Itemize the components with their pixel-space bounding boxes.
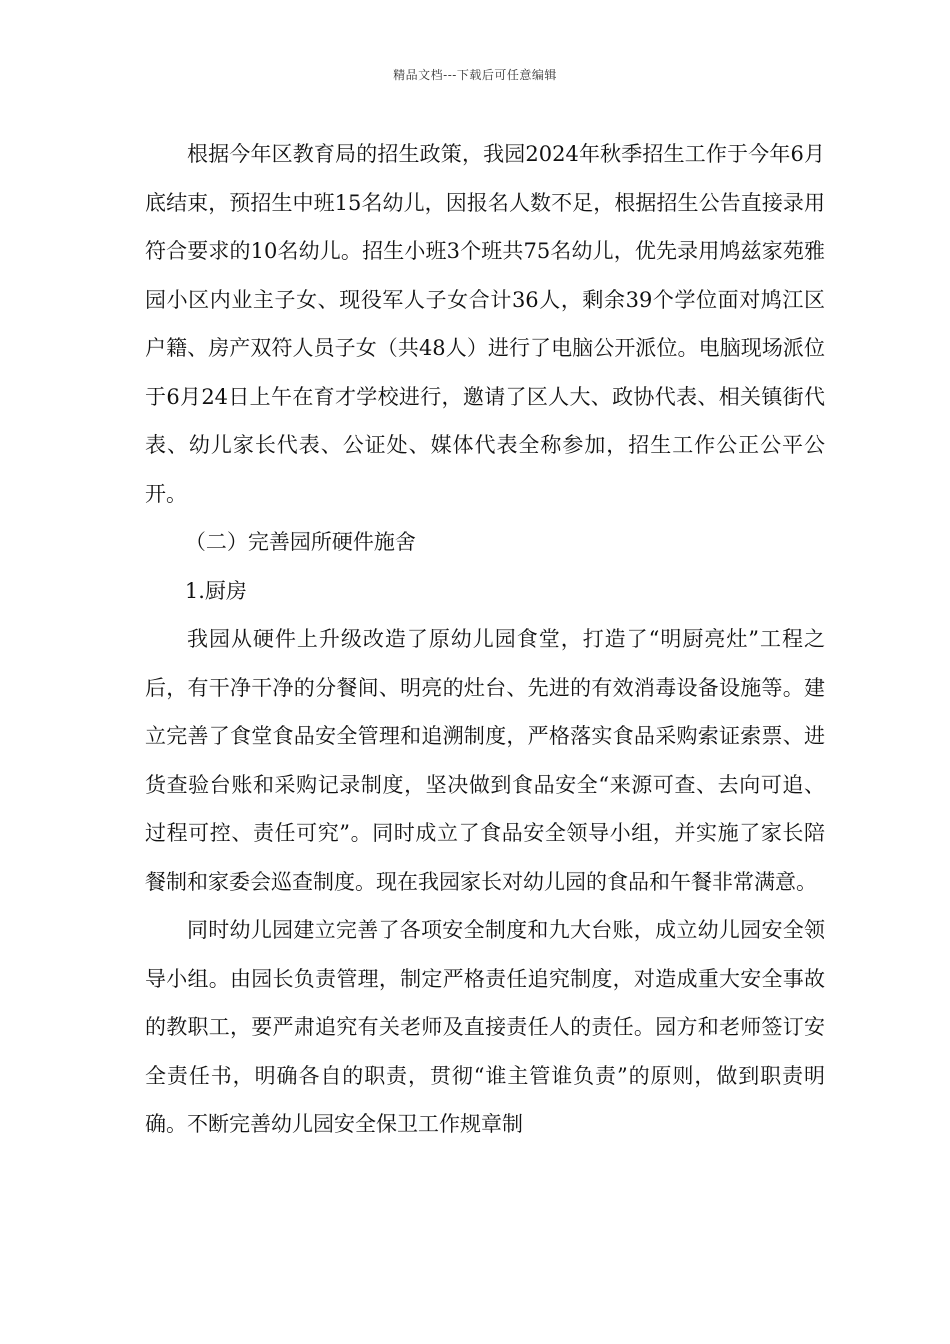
page-header: 精品文档---下载后可任意编辑	[393, 68, 557, 82]
paragraph-safety: 同时幼儿园建立完善了各项安全制度和九大台账，成立幼儿园安全领导小组。由园长负责管理，制定严格责任追究制度，对造成重大安全事故的教职工，要严肃追究有关老师及直接责任人的责任。园方和老师签订安全责任书，明确各自的职责，贯彻“谁主管谁负责”的原则，做到职责明确。不断完善幼儿园安全保卫工作规章制	[145, 918, 825, 1136]
subsection-heading-kitchen: 1.厨房	[184, 578, 247, 603]
paragraph-kitchen: 我园从硬件上升级改造了原幼儿园食堂，打造了“明厨亮灶”工程之后，有干净干净的分餐间、明亮的灶台、先进的有效消毒设备设施等。建立完善了食堂食品安全管理和追溯制度，严格落实食品采购索证索票、进货查验台账和采购记录制度，坚决做到食品安全“来源可查、去向可追、过程可控、责任可究”。同时成立了食品安全领导小组，并实施了家长陪餐制和家委会巡查制度。现在我园家长对幼儿园的食品和午餐非常满意。	[145, 627, 825, 894]
section-heading-facilities: （二）完善园所硬件施舍	[184, 530, 416, 554]
document-body	[145, 130, 825, 1149]
paragraph-enrollment: 根据今年区教育局的招生政策，我园2024年秋季招生工作于今年6月底结束，预招生中班15名幼儿，因报名人数不足，根据招生公告直接录用符合要求的10名幼儿。招生小班3个班共75名幼儿，优先录用鸠兹家苑雅园小区内业主子女、现役军人子女合计36人，剩余39个学位面对鸠江区户籍、房产双符人员子女（共48人）进行了电脑公开派位。电脑现场派位于6月24日上午在育才学校进行，邀请了区人大、政协代表、相关镇街代表、幼儿家长代表、公证处、媒体代表全称参加，招生工作公正公平公开。	[145, 142, 825, 506]
